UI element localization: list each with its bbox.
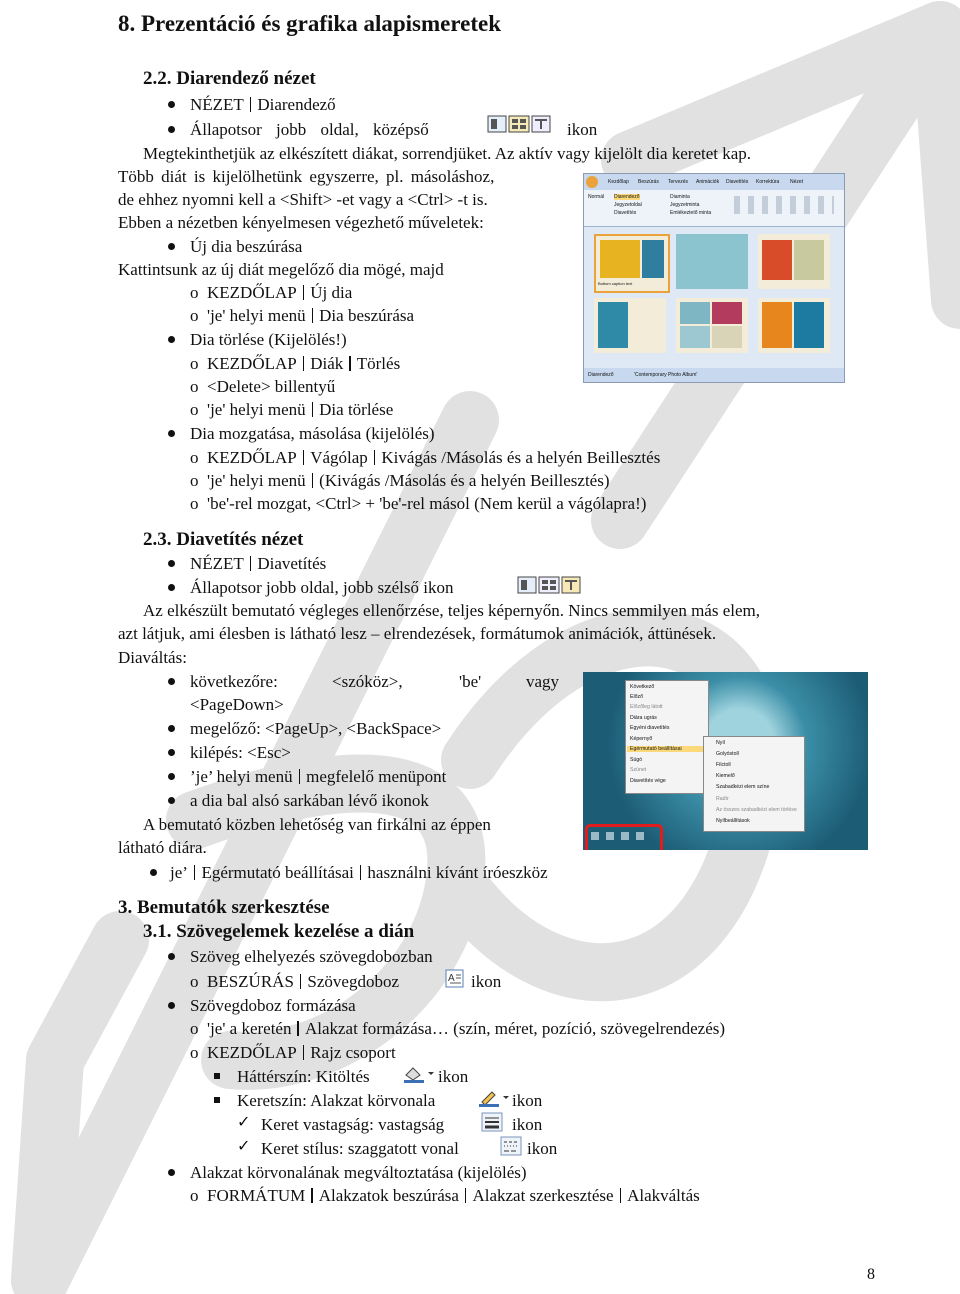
bullet-dot bbox=[168, 336, 175, 343]
paragraph: Diaváltás: bbox=[118, 648, 187, 667]
menu-item[interactable]: Az összes szabadkézi elem törlése bbox=[716, 807, 797, 813]
bullet-dot bbox=[168, 101, 175, 108]
slide-thumbnail[interactable] bbox=[758, 298, 830, 353]
view-buttons-icon bbox=[487, 114, 553, 136]
menu-item[interactable]: Előzőleg látott bbox=[630, 704, 663, 710]
paragraph: A bemutató közben lehetőség van firkálni az éppen bbox=[143, 815, 491, 834]
sunflower-image bbox=[600, 240, 640, 278]
menu-item[interactable]: Következő bbox=[630, 684, 655, 690]
list-item: o FORMÁTUM Alakzatok beszúrása Alakzat szerkesztése Alakváltás bbox=[190, 1186, 700, 1205]
ribbon-icons bbox=[734, 196, 834, 214]
ribbon-body bbox=[584, 190, 844, 227]
menu-item[interactable]: Diára ugrás bbox=[630, 715, 657, 721]
slide-thumbnail[interactable] bbox=[594, 234, 670, 293]
paragraph: azt látjuk, ami élesben is látható lesz – elrendezések, formátumok animációk, áttünések. bbox=[118, 624, 717, 643]
view-buttons-icon bbox=[517, 575, 583, 597]
ribbon-item[interactable]: Diarendező bbox=[614, 194, 640, 200]
menu-item-selected[interactable]: Egérmutató beállításai bbox=[627, 746, 710, 752]
list-item: 'be' bbox=[459, 672, 482, 691]
list-item: Keret stílus: szaggatott vonal bbox=[261, 1139, 459, 1158]
list-item: je’ Egérmutató beállításai használni kívánt íróeszköz bbox=[170, 863, 548, 882]
slide-image bbox=[762, 240, 792, 280]
list-item: következőre: bbox=[190, 672, 278, 691]
list-item: Állapotsor jobb oldal, középső bbox=[190, 120, 429, 139]
bullet-dot bbox=[168, 560, 175, 567]
ribbon-item[interactable]: Jegyzetoldal bbox=[614, 202, 642, 208]
list-item: ’je’ helyi menü megfelelő menüpont bbox=[190, 767, 447, 786]
tab[interactable]: Tervezés bbox=[668, 179, 689, 185]
menu-item[interactable]: Diavetítés vége bbox=[630, 778, 666, 784]
slide-panel bbox=[642, 240, 664, 278]
ribbon-item[interactable]: Diaminta bbox=[670, 194, 690, 200]
bullet-dot bbox=[168, 749, 175, 756]
text: ikon bbox=[527, 1139, 558, 1158]
bullet-dot bbox=[168, 1002, 175, 1009]
text: ikon bbox=[512, 1091, 543, 1110]
tab[interactable]: Nézet bbox=[790, 179, 804, 185]
ribbon-tabs bbox=[584, 174, 844, 190]
bullet-dot bbox=[168, 678, 175, 685]
fill-color-icon bbox=[401, 1063, 435, 1085]
check-icon: ✓ bbox=[237, 1138, 251, 1155]
list-item: Dia törlése (Kijelölés!) bbox=[190, 330, 347, 349]
text: ikon bbox=[512, 1115, 543, 1134]
list-item: Szövegdoboz formázása bbox=[190, 996, 356, 1015]
menu-item[interactable]: Golyóstoll bbox=[716, 751, 739, 757]
menu-item[interactable]: Előző bbox=[630, 694, 643, 700]
slide-image bbox=[794, 240, 824, 280]
list-item: o KEZDŐLAP Rajz csoport bbox=[190, 1043, 396, 1062]
list-item: Keret vastagság: vastagság bbox=[261, 1115, 445, 1134]
bullet-dot bbox=[168, 797, 175, 804]
tab[interactable]: Kezdőlap bbox=[608, 179, 629, 185]
status-text: Diarendező bbox=[588, 372, 614, 378]
paragraph: látható diára. bbox=[118, 838, 207, 857]
list-item: o 'je' a keretén Alakzat formázása… (szín, méret, pozíció, szövegelrendezés) bbox=[190, 1019, 726, 1038]
context-submenu bbox=[703, 736, 805, 832]
list-item: Állapotsor jobb oldal, jobb szélső ikon bbox=[190, 578, 454, 597]
check-icon: ✓ bbox=[237, 1114, 251, 1131]
menu-item[interactable]: Szabadkézi elem színe bbox=[716, 784, 770, 790]
tab[interactable]: Diavetítés bbox=[726, 179, 749, 185]
list-item: Új dia beszúrása bbox=[190, 237, 303, 256]
list-item: vagy bbox=[526, 672, 560, 691]
bullet-dot bbox=[168, 953, 175, 960]
status-bar bbox=[584, 368, 844, 382]
slide-thumbnail[interactable] bbox=[676, 298, 748, 353]
slide-thumbnail[interactable] bbox=[676, 234, 748, 289]
section-heading-2-2: 2.2. Diarendező nézet bbox=[143, 68, 316, 89]
tab[interactable]: Animációk bbox=[696, 179, 720, 185]
list-item: <szóköz>, bbox=[332, 672, 403, 691]
status-text: 'Contemporary Photo Album' bbox=[634, 372, 698, 378]
menu-item[interactable]: Nyíl bbox=[716, 740, 725, 746]
list-item: a dia bal alsó sarkában lévő ikonok bbox=[190, 791, 429, 810]
paragraph: Megtekinthetjük az elkészített diákat, sorrendjüket. Az aktív vagy kijelölt dia keretet kap. bbox=[143, 144, 752, 163]
paragraph: Ebben a nézetben kényelmesen végezhető műveletek: bbox=[118, 213, 484, 232]
list-item: megelőző: <PageUp>, <BackSpace> bbox=[190, 719, 442, 738]
bullet-dot bbox=[168, 430, 175, 437]
paragraph: Több diát is kijelölhetünk egyszerre, pl. másoláshoz, bbox=[118, 167, 495, 186]
list-item: Dia mozgatása, másolása (kijelölés) bbox=[190, 424, 435, 443]
tab[interactable]: Korrektúra bbox=[756, 179, 780, 185]
slide-caption: Bottom caption text bbox=[598, 281, 633, 286]
section-heading-2-3: 2.3. Diavetítés nézet bbox=[143, 529, 304, 550]
menu-item[interactable]: Nyílbeállítások bbox=[716, 818, 750, 824]
slide-sorter-screenshot bbox=[583, 173, 845, 383]
textbox-icon bbox=[444, 968, 466, 990]
shape-outline-icon bbox=[476, 1087, 510, 1109]
menu-item[interactable]: Egyéni diavetítés bbox=[630, 725, 670, 731]
slide-image bbox=[598, 302, 628, 348]
slide-image bbox=[680, 326, 710, 348]
slide-thumbnail[interactable] bbox=[758, 234, 830, 289]
bullet-dot bbox=[168, 773, 175, 780]
bullet-dot bbox=[168, 1169, 175, 1176]
bullet-dot bbox=[168, 725, 175, 732]
section-heading-3-1: 3.1. Szövegelemek kezelése a dián bbox=[143, 921, 415, 942]
ribbon-item[interactable]: Diavetítés bbox=[614, 210, 637, 216]
list-item: NÉZET Diavetítés bbox=[190, 554, 327, 573]
list-item: Keretszín: Alakzat körvonala bbox=[237, 1091, 436, 1110]
text: ikon bbox=[567, 120, 598, 139]
slide-image bbox=[762, 302, 792, 348]
list-item: o BESZÚRÁS Szövegdoboz bbox=[190, 972, 400, 991]
menu-item[interactable]: Filctoll bbox=[716, 762, 731, 768]
menu-item[interactable]: Kiemelő bbox=[716, 773, 735, 779]
list-item: o 'be'-rel mozgat, <Ctrl> + 'be'-rel másol (Nem kerül a vágólapra!) bbox=[190, 494, 647, 513]
tab[interactable]: Beszúrás bbox=[638, 179, 659, 185]
list-item: o 'je' helyi menü Dia beszúrása bbox=[190, 306, 415, 325]
list-item: o KEZDŐLAP Diák Törlés bbox=[190, 354, 401, 373]
menu-item[interactable]: Radír bbox=[716, 796, 729, 802]
menu-item[interactable]: Súgó bbox=[630, 757, 643, 763]
list-item: NÉZET Diarendező bbox=[190, 95, 336, 114]
list-item: o 'je' helyi menü (Kivágás /Másolás és a helyén Beillesztés) bbox=[190, 471, 610, 490]
list-item: Szöveg elhelyezés szövegdobozban bbox=[190, 947, 433, 966]
bullet-dot bbox=[168, 126, 175, 133]
slideshow-toolbar-icons[interactable] bbox=[591, 832, 651, 840]
ribbon-item[interactable]: Jegyzetminta bbox=[670, 202, 700, 208]
slide-thumbnail[interactable] bbox=[594, 298, 666, 353]
ribbon-item[interactable]: Normál bbox=[588, 194, 605, 200]
slide-image bbox=[712, 326, 742, 348]
menu-item[interactable]: Képernyő bbox=[630, 736, 653, 742]
text: ikon bbox=[438, 1067, 469, 1086]
text: ikon bbox=[471, 972, 502, 991]
ribbon-item[interactable]: Emlékeztető minta bbox=[670, 210, 712, 216]
bullet-dot bbox=[168, 584, 175, 591]
list-item: o 'je' helyi menü Dia törlése bbox=[190, 400, 394, 419]
page-number: 8 bbox=[867, 1266, 875, 1283]
paragraph: Kattintsunk az új diát megelőző dia mögé, majd bbox=[118, 260, 444, 279]
bullet-dot bbox=[150, 869, 157, 876]
list-item: Alakzat körvonalának megváltoztatása (kijelölés) bbox=[190, 1163, 527, 1182]
slide-image bbox=[680, 302, 710, 324]
slideshow-context-menu-screenshot bbox=[583, 672, 868, 850]
paragraph: de ehhez nyomni kell a <Shift> -et vagy a <Ctrl> -t is. bbox=[118, 190, 488, 209]
list-item: o <Delete> billentyű bbox=[190, 377, 336, 396]
context-menu bbox=[625, 680, 709, 794]
list-item: Háttérszín: Kitöltés bbox=[237, 1067, 370, 1086]
section-heading-3: 3. Bemutatók szerkesztése bbox=[118, 897, 330, 918]
list-item: kilépés: <Esc> bbox=[190, 743, 291, 762]
paragraph: Az elkészült bemutató végleges ellenőrzése, teljes képernyőn. Nincs semmilyen más elem, bbox=[143, 601, 760, 620]
svg-text:A: A bbox=[448, 973, 455, 984]
slide-image bbox=[712, 302, 742, 324]
bullet-dot bbox=[168, 243, 175, 250]
list-item: <PageDown> bbox=[190, 695, 284, 714]
bullet-square bbox=[214, 1097, 220, 1103]
office-button-icon bbox=[586, 176, 598, 188]
bullet-square bbox=[214, 1073, 220, 1079]
list-item: o KEZDŐLAP Vágólap Kivágás /Másolás és a helyén Beillesztés bbox=[190, 448, 661, 467]
list-item: o KEZDŐLAP Új dia bbox=[190, 283, 353, 302]
dash-style-icon bbox=[499, 1135, 525, 1157]
slide-image bbox=[794, 302, 824, 348]
line-weight-icon bbox=[480, 1111, 506, 1133]
page-title: 8. Prezentáció és grafika alapismeretek bbox=[118, 11, 502, 36]
menu-item[interactable]: Szünet bbox=[630, 767, 647, 773]
